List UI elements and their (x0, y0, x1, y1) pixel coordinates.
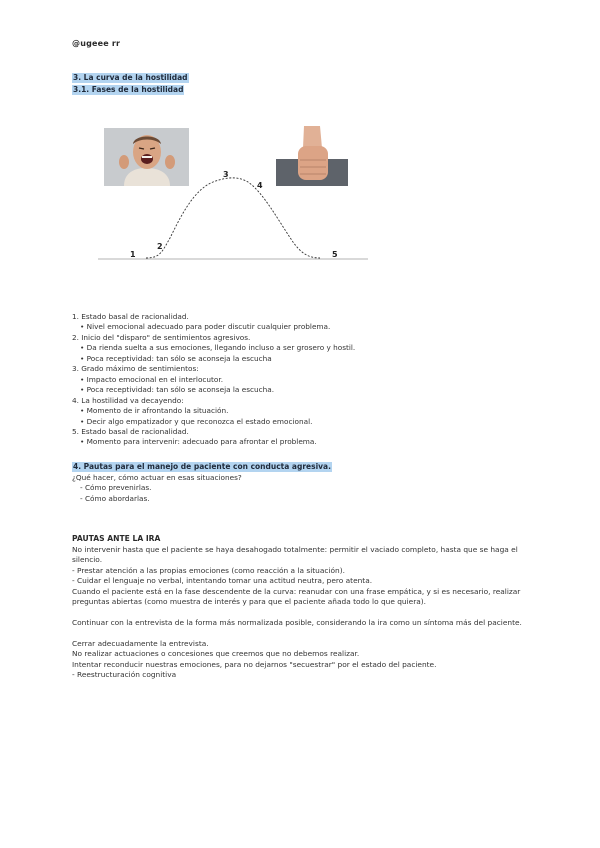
subsection-heading-hostility-phases: 3.1. Fases de la hostilidad (73, 85, 184, 94)
pautas-line-3: - Cuidar el lenguaje no verbal, intentando tomar una actitud neutra, pero atenta. (72, 576, 373, 585)
phase-2-bullet-1: • Da rienda suelta a sus emociones, llegando incluso a ser grosero y hostil. (80, 343, 356, 352)
curve-label-3: 3 (223, 170, 229, 179)
pautas-line-8: Intentar reconducir nuestras emociones, para no dejarnos "secuestrar" por el estado del paciente. (72, 660, 437, 669)
phase-4-bullet-2: • Decir algo empatizador y que reconozca el estado emocional. (80, 417, 313, 426)
question-item-approach: - Cómo abordarlas. (80, 494, 150, 503)
phase-1-title: 1. Estado basal de racionalidad. (72, 312, 189, 321)
question-item-prevent: - Cómo prevenirlas. (80, 483, 152, 492)
pautas-line-7: No realizar actuaciones o concesiones que creemos que no debemos realizar. (72, 649, 360, 658)
pautas-line-9: - Reestructuración cognitiva (72, 670, 177, 679)
fist-shape (298, 146, 328, 180)
pautas-line-2: - Prestar atención a las propias emociones (como reacción a la situación). (72, 566, 345, 575)
pautas-line-4: Cuando el paciente está en la fase descendente de la curva: reanudar con una frase empática, y si es necesario, realizar preguntas abiertas (como muestra de interés y para que el paciente añada todo lo que quiera). (72, 587, 521, 607)
forearm-shape (303, 126, 322, 148)
curve-label-2: 2 (157, 242, 163, 251)
angry-man-illustration (104, 128, 189, 186)
phase-5-bullet: • Momento para intervenir: adecuado para afrontar el problema. (80, 437, 317, 446)
open-mouth-shape (141, 154, 153, 164)
phase-3-bullet-1: • Impacto emocional en el interlocutor. (80, 375, 224, 384)
phase-4-bullet-1: • Momento de ir afrontando la situación. (80, 406, 229, 415)
phase-2-title: 2. Inicio del "disparo" de sentimientos agresivos. (72, 333, 251, 342)
phase-3-title: 3. Grado máximo de sentimientos: (72, 364, 199, 373)
page-header-author: @ugeee rr (72, 39, 121, 48)
pautas-line-6: Cerrar adecuadamente la entrevista. (72, 639, 209, 648)
fist-illustration (276, 126, 348, 186)
curve-label-5: 5 (332, 250, 338, 259)
fist-on-table-photo (276, 126, 348, 186)
fist-right-shape (165, 155, 175, 169)
curve-label-4: 4 (257, 181, 263, 190)
angry-man-photo (104, 128, 189, 186)
phase-1-bullet: • Nivel emocional adecuado para poder discutir cualquier problema. (80, 322, 331, 331)
phase-5-title: 5. Estado basal de racionalidad. (72, 427, 189, 436)
phase-4-title: 4. La hostilidad va decayendo: (72, 396, 184, 405)
curve-label-1: 1 (130, 250, 136, 259)
phase-3-bullet-2: • Poca receptividad: tan sólo se aconseja la escucha. (80, 385, 275, 394)
phase-2-bullet-2: • Poca receptividad: tan sólo se aconseja la escucha (80, 354, 272, 363)
section-heading-aggressive-patient: 4. Pautas para el manejo de paciente con conducta agresiva. (73, 462, 331, 471)
question-text: ¿Qué hacer, cómo actuar en esas situaciones? (72, 473, 242, 482)
pautas-line-5: Continuar con la entrevista de la forma más normalizada posible, considerando la ira como un síntoma más del paciente. (72, 618, 522, 627)
pautas-title: PAUTAS ANTE LA IRA (72, 534, 161, 543)
pautas-line-1: No intervenir hasta que el paciente se haya desahogado totalmente: permitir el vaciado completo, hasta que se haga el silencio. (72, 545, 518, 565)
fist-left-shape (119, 155, 129, 169)
section-heading-hostility-curve: 3. La curva de la hostilidad (73, 73, 188, 82)
